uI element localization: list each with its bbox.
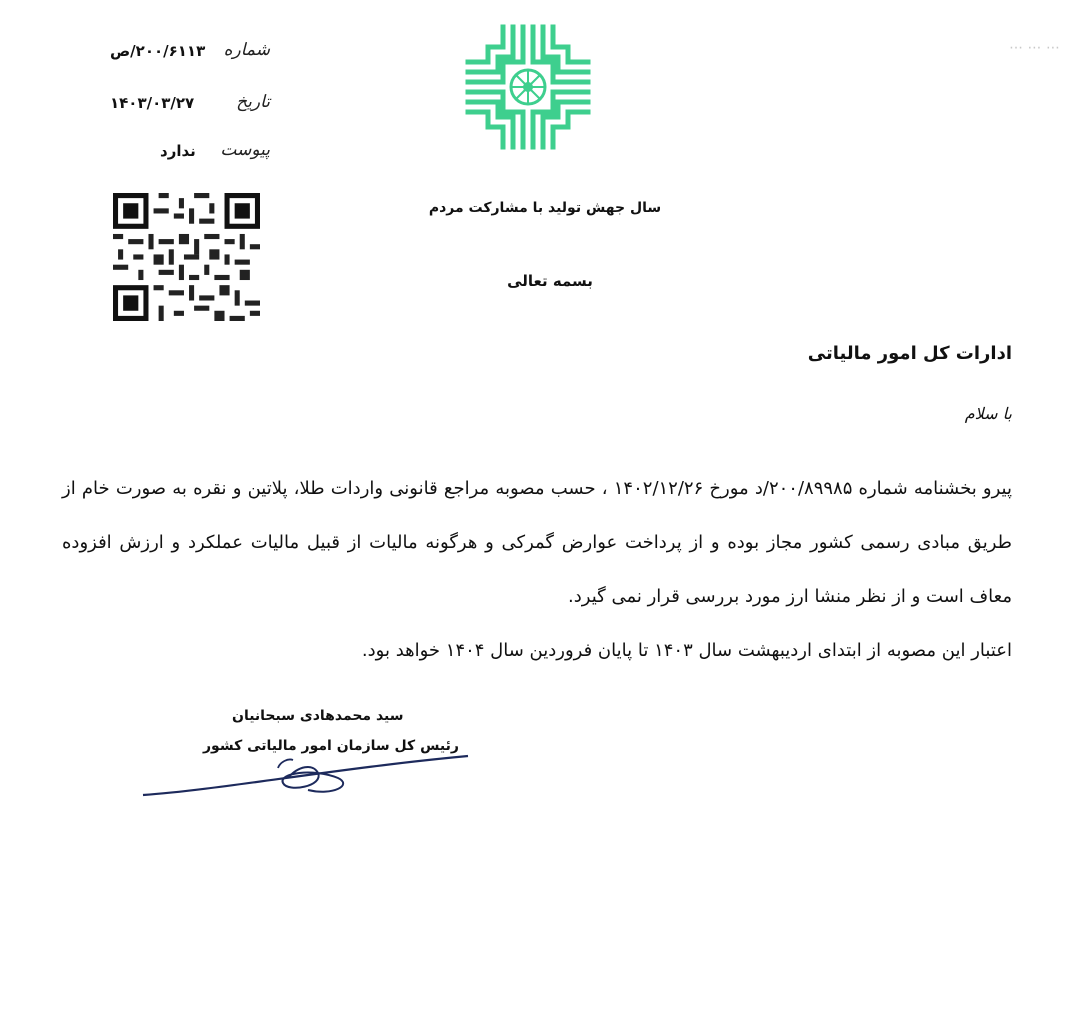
letter-number-value: ۲۰۰/۶۱۱۳/ص [110,42,206,60]
letter-number-row [110,40,270,70]
signatory-title: رئیس کل سازمان امور مالیاتی کشور [203,738,459,754]
letter-date-value: ۱۴۰۳/۰۳/۲۷ [110,94,195,112]
signatory-name: سید محمدهادی سبحانیان [232,708,404,724]
greeting: با سلام [964,404,1012,423]
bismillah-heading: بسمه تعالی [507,272,593,290]
body-paragraph-1: پیرو بخشنامه شماره ۲۰۰/۸۹۹۸۵/د مورخ ۱۴۰۲/۱۲/۲۶ ، حسب مصوبه مراجع قانونی واردات طلا، پلاتین و نقره به صورت خام از طریق مبادی رسمی کشور مجاز بوده و از پرداخت عوارض گمرکی و هرگونه مالیات از قبیل مالیات عملکرد و ارزش افزوده معاف است و از نظر منشا ارز مورد بررسی قرار نمی گیرد. [62,478,1012,607]
tax-organization-logo [463,22,593,152]
letter-attachment-row [110,140,270,170]
letter-attachment-label: پیوست [220,140,270,160]
letter-number-label: شماره [223,40,270,60]
letter-attachment-value: ندارد [160,142,196,160]
handwritten-signature [138,738,478,808]
letter-date-label: تاریخ [236,92,270,112]
letter-body [62,462,1012,678]
recipient-heading: ادارات کل امور مالیاتی [807,343,1012,364]
year-slogan: سال جهش تولید با مشارکت مردم [428,200,662,216]
qr-code [113,193,260,321]
body-paragraph-2: اعتبار این مصوبه از ابتدای اردیبهشت سال ۱۴۰۳ تا پایان فروردین سال ۱۴۰۴ خواهد بود. [361,640,1012,661]
faint-header-mark: ⋯ ⋯ ⋯ [1009,40,1060,56]
letter-date-row [110,92,270,122]
